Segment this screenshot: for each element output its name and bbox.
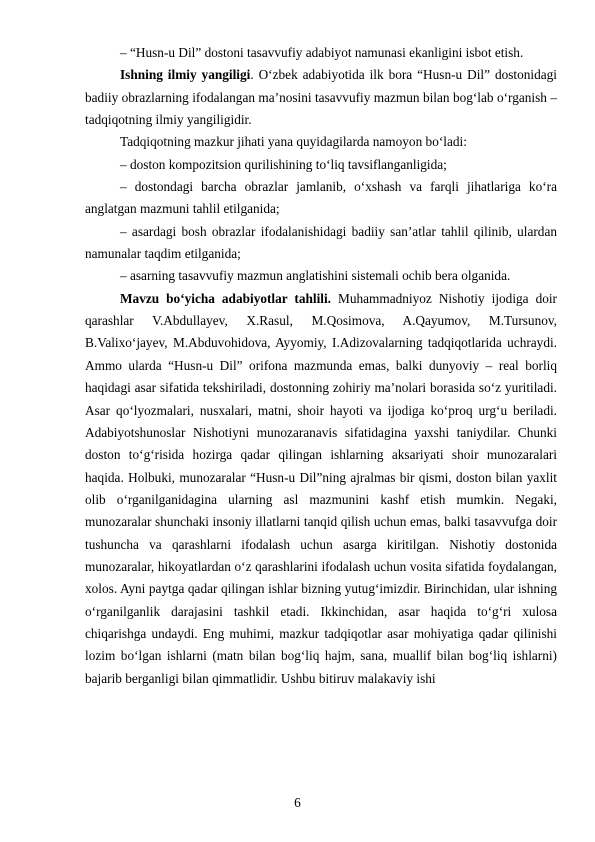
section-heading-literature-review: Mavzu bo‘yicha adabiyotlar tahlili.	[120, 290, 332, 306]
novelty-item-images	[85, 176, 557, 221]
paragraph-text: – dostondagi barcha obrazlar jamlanib, o‘xshash va farqli jihatlariga ko‘ra anglatgan mazmuni tahlil etilganida;	[85, 179, 557, 217]
paragraph-text: – doston kompozitsion qurilishining to‘liq tavsiflanganligida;	[120, 156, 447, 172]
novelty-item-composition	[85, 154, 557, 176]
section-heading-scientific-novelty: Ishning ilmiy yangiligi	[120, 67, 251, 83]
paragraph-text: Tadqiqotning mazkur jihati yana quyidagilarda namoyon bo‘ladi:	[120, 134, 467, 150]
objective-item-prove-sufi	[85, 42, 557, 64]
paragraph-text: – asarning tasavvufiy mazmun anglatishini sistemali ochib bera olganida.	[120, 268, 511, 284]
paragraph-text: – “Husn-u Dil” dostoni tasavvufiy adabiyot namunasi ekanligini isbot etish.	[120, 45, 524, 60]
paragraph-text: . O‘zbek adabiyotida ilk bora “Husn-u Dil” dostonidagi badiiy obrazlarning ifodalangan ma’nosini tasavvufiy mazmun bilan bog‘lab o‘rganish – tadqiqotning ilmiy yangiligidir.	[85, 67, 557, 128]
page-number: 6	[294, 795, 301, 810]
paragraph-text: – asardagi bosh obrazlar ifodalanishidagi badiiy san’atlar tahlil qilinib, ulardan namunalar taqdim etilganida;	[85, 223, 557, 262]
page-body	[85, 42, 557, 690]
paragraph-text: Muhammadniyoz Nishotiy ijodiga doir qarashlar V.Abdullayev, X.Rasul, M.Qosimova, A.Qayumov, M.Tursunov, B.Valixo‘jayev, M.Abduvohidova, Ayyomiy, I.Adizovalarning tadqiqotlarida uchraydi. Ammo ularda “Husn-u Dil” orifona mazmunda emas, balki dunyoviy – real borliq haqidagi asar sifatida tekshiriladi, dostonning zohiriy ma’nolari borasida so‘z yuritiladi. Asar qo‘lyozmalari, nusxalari, matni, shoir hayoti va ijodiga ko‘proq urg‘u beriladi. Adabiyotshunoslar Nishotiyni munozaranavis sifatidagina yaxshi taniydilar. Chunki doston to‘g‘risida hozirga qadar qilingan ishlarning aksariyati shoir munozaralari haqida. Holbuki, munozaralar “Husn-u Dil”ning ajralmas bir qismi, doston bilan yaxlit olib o‘rganilganidagina ularning asl mazmunini kashf etish mumkin. Negaki, munozaralar shunchaki insoniy illatlarni tanqid qilish uchun emas, balki tasavvufga doir tushuncha va qarashlarni ifodalash uchun asarga kiritilgan. Nishotiy dostonida munozaralar, hikoyatlardan o‘z qarashlarini ifodalash uchun vosita sifatida foydalangan, xolos. Ayni paytga qadar qilingan ishlar bizning yutug‘imizdir. Birinchidan, ular ishning o‘rganilganlik darajasini tashkil etadi. Ikkinchidan, asar haqida to‘g‘ri xulosa chiqarishga undaydi. Eng muhimi, mazkur tadqiqotlar asar mohiyatiga qadar qilinishi lozim bo‘lgan ishlarni (matn bilan bog‘liq hajm, sana, muallif bilan bog‘liq ishlarni) bajarib berganligi bilan qimmatlidir. Ushbu bitiruv malakaviy ishi	[85, 290, 557, 686]
novelty-intro-paragraph	[85, 131, 557, 153]
scientific-novelty-paragraph	[85, 64, 557, 131]
literature-review-paragraph	[85, 288, 557, 690]
novelty-item-artistic-arts	[85, 221, 557, 266]
novelty-item-sufi-content	[85, 265, 557, 287]
